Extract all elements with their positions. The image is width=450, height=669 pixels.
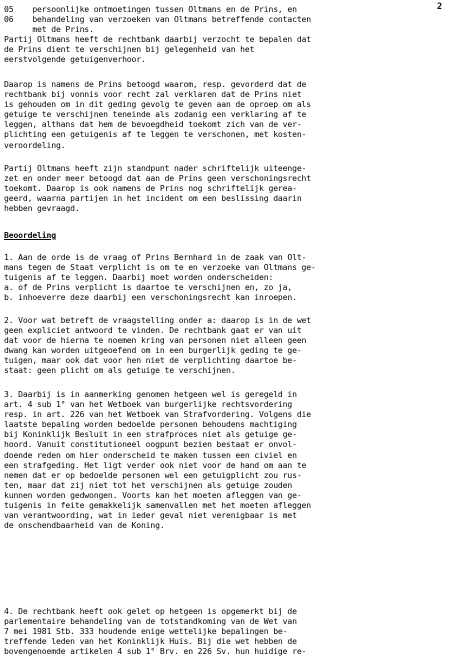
text-line: treffende leden van het Koninklijk Huis. Bij die wet hebben de [4, 636, 297, 647]
text-line: hebben gevraagd. [4, 203, 80, 214]
text-line: de onschendbaarheid van de Koning. [4, 520, 165, 531]
text-line: doende reden om hier onderscheid te maken tussen een civiel en [4, 449, 297, 460]
text-line: veroordeling. [4, 139, 66, 150]
text-line: 05 persoonlijke ontmoetingen tussen Oltmans en de Prins, en [4, 4, 297, 14]
paragraph-3 [4, 389, 446, 530]
text-line: tuigenis af te leggen. Daarbij moet worden onderscheiden: [4, 272, 274, 283]
text-line: ten, maar dat zij niet tot het verschijnen als getuige zouden [4, 479, 293, 490]
text-line: kunnen worden gedwongen. Voorts kan het moeten afleggen van ge- [4, 489, 302, 500]
text-line: geen expliciet antwoord te vinden. De rechtbank gaat er van uit [4, 325, 302, 336]
text-line: a. of de Prins verplicht is daartoe te verschijnen en, zo ja, [4, 282, 293, 293]
page-number: 2 [437, 2, 442, 12]
text-line: geerd, waarna partijen in het incident om een beslissing daarin [4, 193, 302, 204]
text-line: parlementaire behandeling van de totstandkoming van de Wet van [4, 616, 297, 627]
text-line: laatste bepaling worden bedoelde personen behoudens machtiging [4, 419, 297, 430]
text-line: 06 behandeling van verzoeken van Oltmans betreffende contacten [4, 14, 311, 25]
intro-paragraph [4, 4, 446, 65]
text-line: resp. in art. 226 van het Wetboek van Strafvordering. Volgens die [4, 409, 311, 420]
text-line: b. inhoeverre deze daarbij een verschoningsrecht kan inroepen. [4, 292, 297, 303]
text-line: mans tegen de Staat verplicht is om te en verzoeke van Oltmans ge- [4, 262, 316, 273]
text-line: van verantwoording, wat in ieder geval niet verenigbaar is met [4, 510, 297, 521]
paragraph-1 [4, 252, 446, 302]
text-line: 1. Aan de orde is de vraag of Prins Bernhard in de zaak van Olt- [4, 252, 307, 262]
text-line: hoord. Vanuit constitutioneel oogpunt bezien bestaat er onvol- [4, 439, 297, 450]
text-line: plichting een getuigenis af te leggen te verschonen, met kosten- [4, 129, 307, 140]
text-line: bovengenoemde artikelen 4 sub 1° Brv. en 226 Sv. hun huidige re- [4, 646, 307, 657]
paragraph-prins-position [4, 79, 446, 150]
text-line: dat voor de hierna te noemen kring van personen niet alleen geen [4, 335, 307, 346]
text-line: is gehouden om in dit geding gevolg te geven aan de oproep om als [4, 99, 311, 110]
paragraph-4 [4, 606, 446, 656]
text-line: Daarop is namens de Prins betoogd waarom, resp. gevorderd dat de [4, 79, 307, 89]
text-line: een strafgeding. Het ligt verder ook niet voor de hand om aan te [4, 459, 307, 470]
text-line: dwang kan worden uitgeoefend om in een burgerlijk geding te ge- [4, 345, 302, 356]
text-line: 3. Daarbij is in aanmerking genomen hetgeen wel is geregeld in [4, 389, 297, 399]
text-line: tuigenis in feite gemakkelijk samenvallen met het moeten afleggen [4, 500, 311, 511]
text-line: tuigen, maar ook dat voor hen niet de verplichting daartoe be- [4, 355, 297, 366]
text-line: bij Koninklijk Besluit in een strafproces niet als getuige ge- [4, 429, 297, 440]
text-line: 4. De rechtbank heeft ook gelet op hetgeen is opgemerkt bij de [4, 606, 297, 616]
text-line: art. 4 sub 1° van het Wetboek van burgerlijke rechtsvordering [4, 399, 293, 410]
text-line: zet en onder meer betoogd dat aan de Prins geen verschoningsrecht [4, 173, 311, 184]
text-line: de Prins dient te verschijnen bij gelegenheid van het [4, 44, 255, 55]
text-line: nemen dat er op bedoelde personen wel een getuigplicht zou rus- [4, 469, 302, 480]
text-line: 2. Voor wat betreft de vraagstelling onder a: daarop is in de wet [4, 315, 311, 325]
text-line: staat: geen plicht om als getuige te verschijnen. [4, 365, 236, 376]
text-line: met de Prins. [4, 24, 94, 35]
text-line: Partij Oltmans heeft zijn standpunt nader schriftelijk uiteenge- [4, 163, 307, 173]
text-line: getuige te verschijnen teneinde als zodanig een verklaring af te [4, 109, 307, 120]
text-line: leggen, althans dat hem de bevoegdheid toekomt zich van de ver- [4, 119, 302, 130]
paragraph-oltmans-position [4, 163, 446, 213]
text-line: toekomt. Daarop is ook namens de Prins nog schriftelijk gerea- [4, 183, 297, 194]
section-heading: Beoordeling [4, 230, 56, 240]
text-line: eerstvolgende getuigenverhoor. [4, 54, 146, 65]
text-line: rechtbank bij vonnis voor recht zal verklaren dat de Prins niet [4, 89, 302, 100]
text-line: Partij Oltmans heeft de rechtbank daarbij verzocht te bepalen dat [4, 34, 311, 45]
paragraph-2 [4, 315, 446, 376]
text-line: 7 mei 1981 Stb. 333 houdende enige wettelijke bepalingen be- [4, 626, 288, 637]
